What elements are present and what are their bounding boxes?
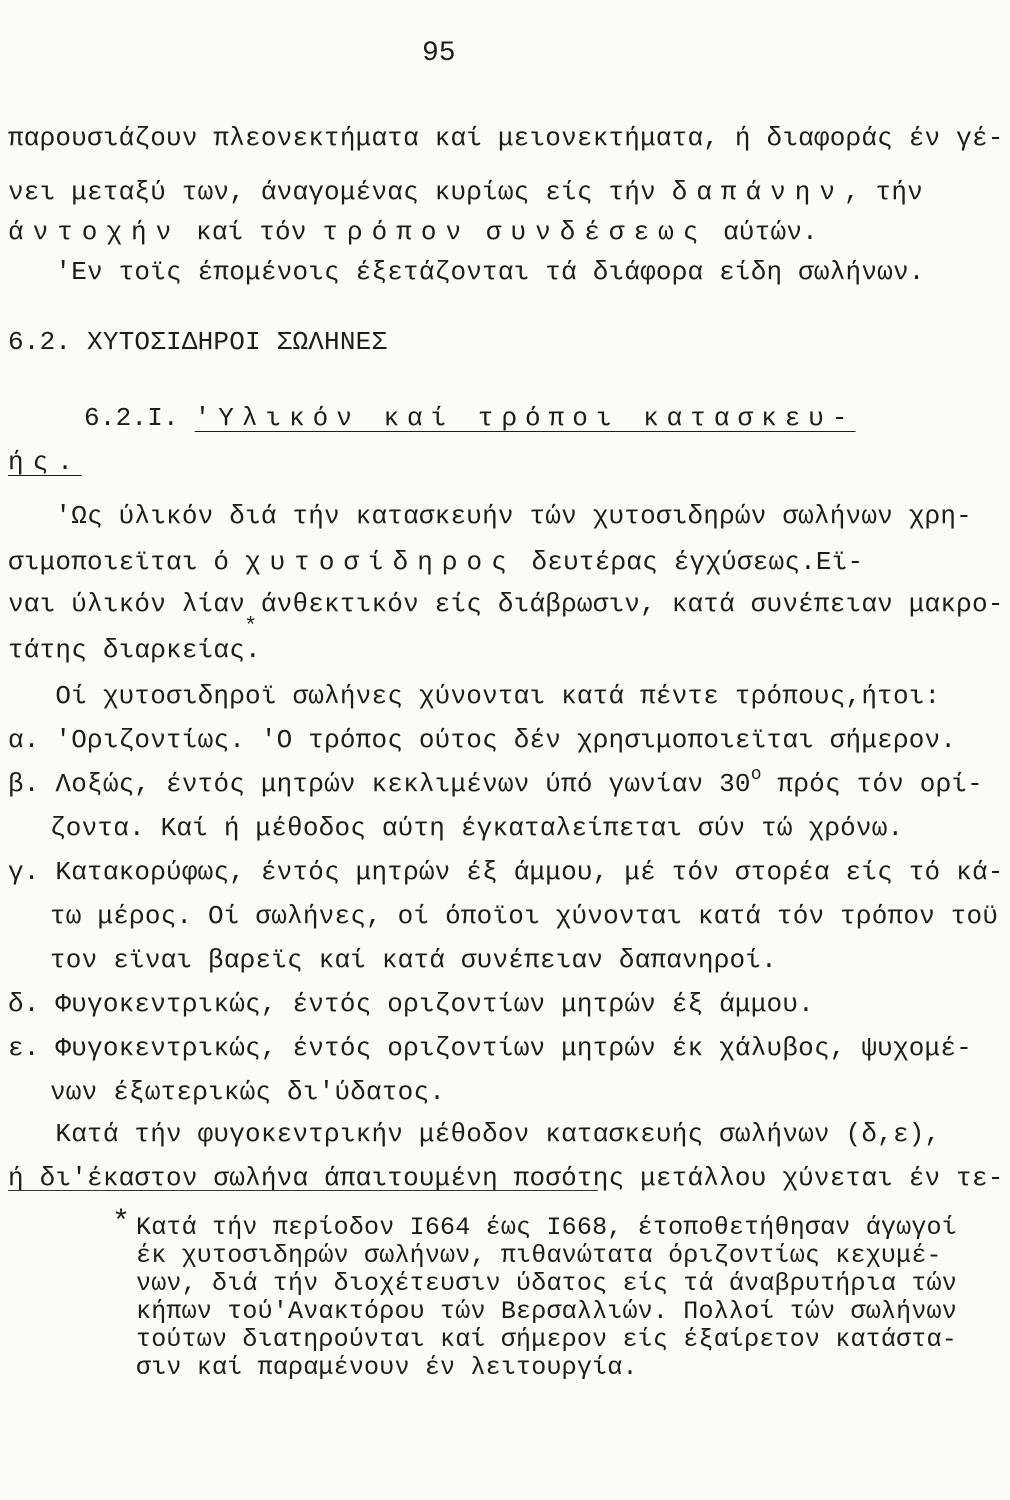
spacer xyxy=(470,217,486,247)
footnote-marker: * xyxy=(112,1206,131,1240)
paragraph1-line3 xyxy=(8,216,818,248)
footnote-line: σιν καί παραμένουν έν λειτουργία. xyxy=(136,1353,638,1382)
list-marker: α. xyxy=(8,725,40,755)
emphasis-method: τρόπον xyxy=(322,217,471,247)
list-item-alpha xyxy=(8,724,956,756)
list-item-epsilon-line2: νων έξωτερικώς δι'ύδατος. xyxy=(50,1077,446,1107)
paragraph2-line4: τάτης διαρκείας. xyxy=(8,635,261,665)
list-text: Λοξώς, έντός μητρών κεκλιμένων ύπό γωνίαν 30 xyxy=(55,769,751,799)
paragraph2-line2 xyxy=(8,546,863,578)
list-marker: δ. xyxy=(8,989,40,1019)
list-marker: ε. xyxy=(8,1033,40,1063)
paragraph2-line1: 'Ως ύλικόν διά τήν κατασκευήν τών χυτοσιδηρών σωλήνων χρη- xyxy=(8,501,972,531)
subsection-title: 'Υλικόν καί τρόποι κατασκευ- xyxy=(194,403,856,433)
footnote-line: κήπων τού'Ανακτόρου τών Βερσαλλιών. Πολλοί τών σωλήνων xyxy=(136,1297,957,1326)
paragraph1-line3-text: καί τόν xyxy=(180,217,323,247)
list-item-delta xyxy=(8,988,814,1020)
list-item-gamma-line2: τω μέρος. Οί σωλήνες, οί όποϊοι χύνονται κατά τόν τρόπον τοϋ xyxy=(50,901,999,931)
footnote-reference-marker: * xyxy=(244,614,258,639)
list-text-tail: πρός τόν ορί- xyxy=(761,769,983,799)
paragraph2-line2-text: σιμοποιεϊται ό xyxy=(8,547,246,577)
paragraph1-line4: 'Εν τοϊς έπομένοις έξετάζονται τά διάφορα είδη σωλήνων. xyxy=(8,257,925,287)
paragraph1-line3-end: αύτών. xyxy=(707,217,818,247)
list-marker: β. xyxy=(8,769,40,799)
paragraph4-line2: ή δι'έκαστον σωλήνα άπαιτουμένη ποσότης μετάλλου χύνεται έν τε- xyxy=(8,1163,1004,1193)
subsection-title-continued: ής. xyxy=(8,447,82,477)
emphasis-joint: συνδέσεως xyxy=(485,217,708,247)
paragraph1-line2 xyxy=(8,176,923,208)
paragraph1-line2-end: , τήν xyxy=(843,177,923,207)
degree-symbol: o xyxy=(750,765,762,785)
emphasis-strength: άντοχήν xyxy=(8,217,181,247)
paragraph2-line3: ναι ύλικόν λίαν άνθεκτικόν είς διάβρωσιν, κατά συνέπειαν μακρο- xyxy=(8,589,1004,619)
paragraph3: Οί χυτοσιδηροϊ σωλήνες χύνονται κατά πέντε τρόπους,ήτοι: xyxy=(8,681,941,711)
subsection-number: 6.2.Ι. xyxy=(84,403,195,433)
footnote-divider xyxy=(8,1190,598,1191)
subsection-heading xyxy=(84,402,856,434)
section-heading: 6.2. ΧΥΤΟΣΙΔΗΡΟΙ ΣΩΛΗΝΕΣ xyxy=(8,327,388,357)
emphasis-cast-iron: χυτοσίδηρος xyxy=(245,547,516,577)
paragraph1-line2-text: νει μεταξύ των, άναγομένας κυρίως είς τήν xyxy=(8,177,672,207)
paragraph4-line1: Κατά τήν φυγοκεντρικήν μέθοδον κατασκευής σωλήνων (δ,ε), xyxy=(8,1119,941,1149)
list-item-beta xyxy=(8,765,983,803)
list-item-gamma-line3: τον εϊναι βαρεϊς καί κατά συνέπειαν δαπανηροί. xyxy=(50,945,777,975)
footnote-line: τούτων διατηρούνται καί σήμερον είς έξαίρετον κατάστα- xyxy=(136,1325,957,1354)
list-item-beta-line2: ζοντα. Καί ή μέθοδος αύτη έγκαταλείπεται σύν τώ χρόνω. xyxy=(50,813,904,843)
emphasis-cost: δαπάνην xyxy=(671,177,844,207)
list-text: Φυγοκεντρικώς, έντός οριζοντίων μητρών έκ χάλυβος, ψυχομέ- xyxy=(55,1033,972,1063)
list-text: Κατακορύφως, έντός μητρών έξ άμμου, μέ τόν στορέα είς τό κά- xyxy=(55,857,1004,887)
list-item-epsilon xyxy=(8,1032,972,1064)
list-marker: γ. xyxy=(8,857,40,887)
paragraph1-line1: παρουσιάζουν πλεονεκτήματα καί μειονεκτήματα, ή διαφοράς έν γέ- xyxy=(8,123,1004,153)
page-number: 95 xyxy=(422,38,456,69)
paragraph2-line2-end: δευτέρας έγχύσεως.Εϊ- xyxy=(515,547,864,577)
footnote-line: Κατά τήν περίοδον Ι664 έως Ι668, έτοποθετήθησαν άγωγοί xyxy=(136,1213,957,1242)
footnote-line: έκ χυτοσιδηρών σωλήνων, πιθανώτατα όριζοντίως κεχυμέ- xyxy=(136,1241,942,1270)
list-text: Φυγοκεντρικώς, έντός οριζοντίων μητρών έξ άμμου. xyxy=(55,989,814,1019)
list-text: 'Οριζοντίως. 'Ο τρόπος ούτος δέν χρησιμοποιεϊται σήμερον. xyxy=(55,725,957,755)
list-item-gamma xyxy=(8,856,1004,888)
footnote-line: νων, διά τήν διοχέτευσιν ύδατος είς τά άναβρυτήρια τών xyxy=(136,1269,957,1298)
